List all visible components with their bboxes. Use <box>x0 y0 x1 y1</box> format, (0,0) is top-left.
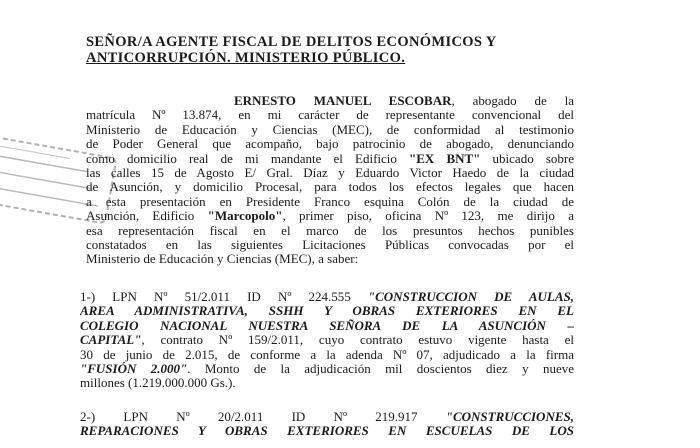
item1-line-3: COLEGIO NACIONAL NUESTRA SEÑORA DE LA ASUNCIÓN – <box>80 318 574 333</box>
body-line-12: Ministerio de Educación y Ciencias (MEC), a saber: <box>86 251 359 267</box>
building-name: "EX BNT" <box>409 151 481 166</box>
item1-line-1 <box>80 290 574 304</box>
item2-ref: 2-) LPN Nº 20/2.011 ID Nº 219.917 <box>80 410 446 424</box>
tender-item-1 <box>80 290 574 391</box>
body-line-11: constatados en las siguientes Licitaciones Públicas convocadas por el <box>86 237 574 252</box>
body-line-9a: Asunción, Edificio <box>86 209 208 224</box>
item2-title-start: "CONSTRUCCIONES, <box>445 410 574 424</box>
body-line-6: las calles 15 de Agosto E/ Gral. Díaz y Eduardo Victor Haedo de la ciudad <box>86 165 574 180</box>
item1-line-4 <box>80 333 574 347</box>
addressee-line-1: SEÑOR/A AGENTE FISCAL DE DELITOS ECONÓMICOS Y <box>86 34 497 50</box>
item1-line-7: millones (1.219.000.000 Gs.). <box>80 375 236 391</box>
addressee-line-2: ANTICORRUPCIÓN. MINISTERIO PÚBLICO. <box>86 50 406 66</box>
item2-line-2: REPARACIONES Y OBRAS EXTERIORES EN ESCUELAS DE LOS <box>80 424 574 439</box>
item1-amount-text: . Monto de la adjudicación mil doscientos diez y nueve <box>187 361 574 376</box>
body-line-1-rest: , abogado de la <box>451 94 574 108</box>
addressee-heading <box>86 34 586 66</box>
body-line-2: matrícula Nº 13.874, en mi carácter de representante convencional del <box>86 108 574 123</box>
body-line-9 <box>86 209 574 223</box>
body-line-4: de Poder General que acompaño, bajo patrocinio de abogado, denunciando <box>86 137 574 152</box>
body-paragraph <box>86 94 574 267</box>
body-line-8: a esta presentación en Presidente Franco esquina Colón de la ciudad de <box>86 194 574 209</box>
body-line-7: de Asunción, y domicilio Procesal, para todos los efectos legales que hacen <box>86 180 574 195</box>
tender-item-2 <box>80 410 574 439</box>
item1-line-5: 30 de junio de 2.015, de conforme a la adenda Nº 07, adjudicado a la firma <box>80 347 574 362</box>
body-line-9c: , primer piso, oficina Nº 123, me dirijo a <box>282 209 574 224</box>
item2-line-1 <box>80 410 574 424</box>
item1-line-6 <box>80 362 574 376</box>
body-line-1 <box>86 94 574 108</box>
item1-line-2: AREA ADMINISTRATIVA, SSHH Y OBRAS EXTERIORES EN EL <box>80 304 574 319</box>
item1-title-end: CAPITAL" <box>80 333 142 348</box>
complainant-name: ERNESTO MANUEL ESCOBAR <box>234 94 452 108</box>
body-line-10: esa representación fiscal en el marco de los presuntos hechos punibles <box>86 223 574 238</box>
item1-contract: , contrato Nº 159/2.011, cuyo contrato estuvo vigente hasta el <box>141 333 574 348</box>
body-line-5c: ubicado sobre <box>480 151 574 166</box>
body-line-5 <box>86 152 574 166</box>
item1-awardee: "FUSIÓN 2.000" <box>80 361 188 376</box>
item1-ref: 1-) LPN Nº 51/2.011 ID Nº 224.555 <box>80 290 368 304</box>
office-building-name: "Marcopolo" <box>207 209 283 224</box>
body-line-5a: como domicilio real de mi mandante el Edificio <box>86 151 410 166</box>
body-line-3: Ministerio de Educación y Ciencias (MEC), de conformidad al testimonio <box>86 122 574 137</box>
item1-title-start: "CONSTRUCCION DE AULAS, <box>367 290 574 304</box>
